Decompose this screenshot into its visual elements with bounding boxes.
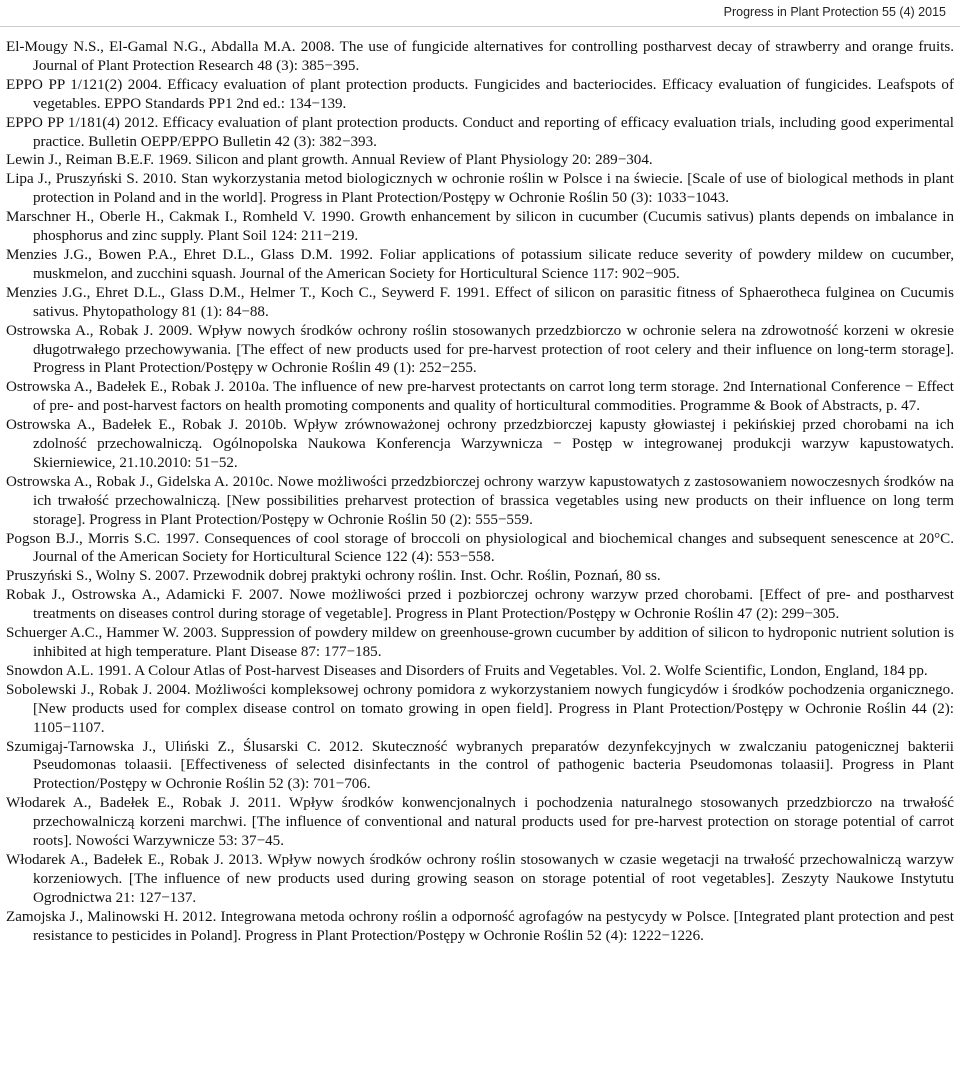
reference-entry: Menzies J.G., Ehret D.L., Glass D.M., Helmer T., Koch C., Seywerd F. 1991. Effect of silicon on parasitic fitness of Sphaerotheca fulginea on Cucumis sativus. Phytopathology 81 (1): 84−88.: [6, 284, 954, 320]
reference-entry: Snowdon A.L. 1991. A Colour Atlas of Post-harvest Diseases and Disorders of Fruits and Vegetables. Vol. 2. Wolfe Scientific, London, England, 184 pp.: [6, 662, 928, 679]
reference-entry: Schuerger A.C., Hammer W. 2003. Suppression of powdery mildew on greenhouse-grown cucumber by addition of silicon to hydroponic nutrient solution is inhibited at high temperature. Plant Disease 87: 177−185.: [6, 625, 954, 660]
reference-entry: Robak J., Ostrowska A., Adamicki F. 2007. Nowe możliwości przed i pozbiorczej ochrony warzyw przed chorobami. [Effect of pre- and postharvest treatments on diseases control during storage of vegetable]. Progress in Plant Protection/Postępy w Ochronie Roślin 47 (2): 299−305.: [6, 587, 954, 623]
reference-entry: El-Mougy N.S., El-Gamal N.G., Abdalla M.A. 2008. The use of fungicide alternatives for controlling postharvest decay of strawberry and orange fruits. Journal of Plant Protection Research 48 (3): 385−395.: [6, 39, 954, 74]
reference-entry: Włodarek A., Badełek E., Robak J. 2013. Wpływ nowych środków ochrony roślin stosowanych w czasie wegetacji na trwałość przechowalniczą warzyw korzeniowych. [The influence of new products used during growing season on storage potential of root vegetables]. Zeszyty Naukowe Instytutu Ogrodnictwa 21: 127−137.: [6, 851, 954, 906]
running-header: Progress in Plant Protection 55 (4) 2015: [723, 5, 946, 19]
reference-entry: Menzies J.G., Bowen P.A., Ehret D.L., Glass D.M. 1992. Foliar applications of potassium silicate reduce severity of powdery mildew on cucumber, muskmelon, and zucchini squash. Journal of the American Society for Horticultural Science 117: 902−905.: [6, 246, 954, 282]
reference-entry: Sobolewski J., Robak J. 2004. Możliwości kompleksowej ochrony pomidora z wykorzystaniem nowych fungicydów i środków pochodzenia organicznego. [New products used for complex disease control on tomato growing in open field]. Progress in Plant Protection/Postępy w Ochronie Roślin 44 (2): 1105−1107.: [6, 681, 954, 736]
reference-entry: Ostrowska A., Badełek E., Robak J. 2010a. The influence of new pre-harvest protectants on carrot long term storage. 2nd International Conference − Effect of pre- and post-harvest factors on health promoting components and quality of horticultural commodities. Programme & Book of Abstracts, p. 47.: [6, 379, 954, 415]
reference-entry: Ostrowska A., Robak J., Gidelska A. 2010c. Nowe możliwości przedzbiorczej ochrony warzyw kapustowatych z zastosowaniem nowoczesnych środków na ich trwałość przechowalniczą. [New possibilities preharvest protection of brassica vegetables using new products on their influence on long term storage]. Progress in Plant Protection/Postępy w Ochronie Roślin 50 (2): 555−559.: [6, 473, 954, 528]
reference-entry: Ostrowska A., Robak J. 2009. Wpływ nowych środków ochrony roślin stosowanych przedzbiorczo w ochronie selera na zdrowotność korzeni w okresie długotrwałego przechowywania. [The effect of new products used for pre-harvest protection of root celery and their influence on long-term storage]. Progress in Plant Protection/Postępy w Ochronie Roślin 49 (1): 252−255.: [6, 322, 954, 377]
reference-entry: Lewin J., Reiman B.E.F. 1969. Silicon and plant growth. Annual Review of Plant Physiology 20: 289−304.: [6, 152, 653, 169]
reference-entry: Ostrowska A., Badełek E., Robak J. 2010b. Wpływ zrównoważonej ochrony przedzbiorczej kapusty głowiastej i pekińskiej przed chorobami na ich zdolność przechowalniczą. Ogólnopolska Naukowa Konferencja Warzywnicza − Postęp w integrowanej produkcji warzyw kapustowatych. Skierniewice, 21.10.2010: 51−52.: [6, 417, 954, 471]
reference-entry: EPPO PP 1/121(2) 2004. Efficacy evaluation of plant protection products. Fungicides and bacteriocides. Efficacy evaluation of fungicides. Leafspots of vegetables. EPPO Standards PP1 2nd ed.: 134−139.: [6, 76, 954, 112]
reference-entry: Włodarek A., Badełek E., Robak J. 2011. Wpływ środków konwencjonalnych i pochodzenia naturalnego stosowanych przedzbiorczo na trwałość przechowalniczą korzeni marchwi. [The influence of conventional and natural products used for pre-harvest protection on storage potential of carrot roots]. Nowości Warzywnicze 53: 37−45.: [6, 795, 954, 850]
reference-entry: Pogson B.J., Morris S.C. 1997. Consequences of cool storage of broccoli on physiological and biochemical changes and subsequent senescence at 20°C. Journal of the American Society for Horticultural Science 122 (4): 553−558.: [6, 530, 954, 566]
reference-entry: Lipa J., Pruszyński S. 2010. Stan wykorzystania metod biologicznych w ochronie roślin w Polsce i na świecie. [Scale of use of biological methods in plant protection in Poland and in the world]. Progress in Plant Protection/Postępy w Ochronie Roślin 50 (3): 1033−1043.: [6, 171, 954, 207]
reference-entry: EPPO PP 1/181(4) 2012. Efficacy evaluation of plant protection products. Conduct and reporting of efficacy evaluation trials, including good experimental practice. Bulletin OEPP/EPPO Bulletin 42 (3): 382−393.: [6, 114, 954, 150]
reference-entry: Zamojska J., Malinowski H. 2012. Integrowana metoda ochrony roślin a odporność agrofagów na pestycydy w Polsce. [Integrated plant protection and pest resistance to pesticides in Poland]. Progress in Plant Protection/Postępy w Ochronie Roślin 52 (4): 1222−1226.: [6, 908, 954, 944]
reference-list: [6, 38, 954, 946]
reference-entry: Pruszyński S., Wolny S. 2007. Przewodnik dobrej praktyki ochrony roślin. Inst. Ochr. Roślin, Poznań, 80 ss.: [6, 568, 661, 585]
reference-entry: Marschner H., Oberle H., Cakmak I., Romheld V. 1990. Growth enhancement by silicon in cucumber (Cucumis sativus) plants depends on imbalance in phosphorus and zinc supply. Plant Soil 124: 211−219.: [6, 209, 954, 245]
reference-entry: Szumigaj-Tarnowska J., Uliński Z., Ślusarski C. 2012. Skuteczność wybranych preparatów dezynfekcyjnych w zwalczaniu patogenicznej bakterii Pseudomonas tolaasii. [Effectiveness of selected disinfectants in the control of pathogenic bacteria Pseudomonas tolaasii]. Progress in Plant Protection/Postępy w Ochronie Roślin 52 (3): 701−706.: [6, 738, 954, 793]
header-divider: [0, 26, 960, 27]
